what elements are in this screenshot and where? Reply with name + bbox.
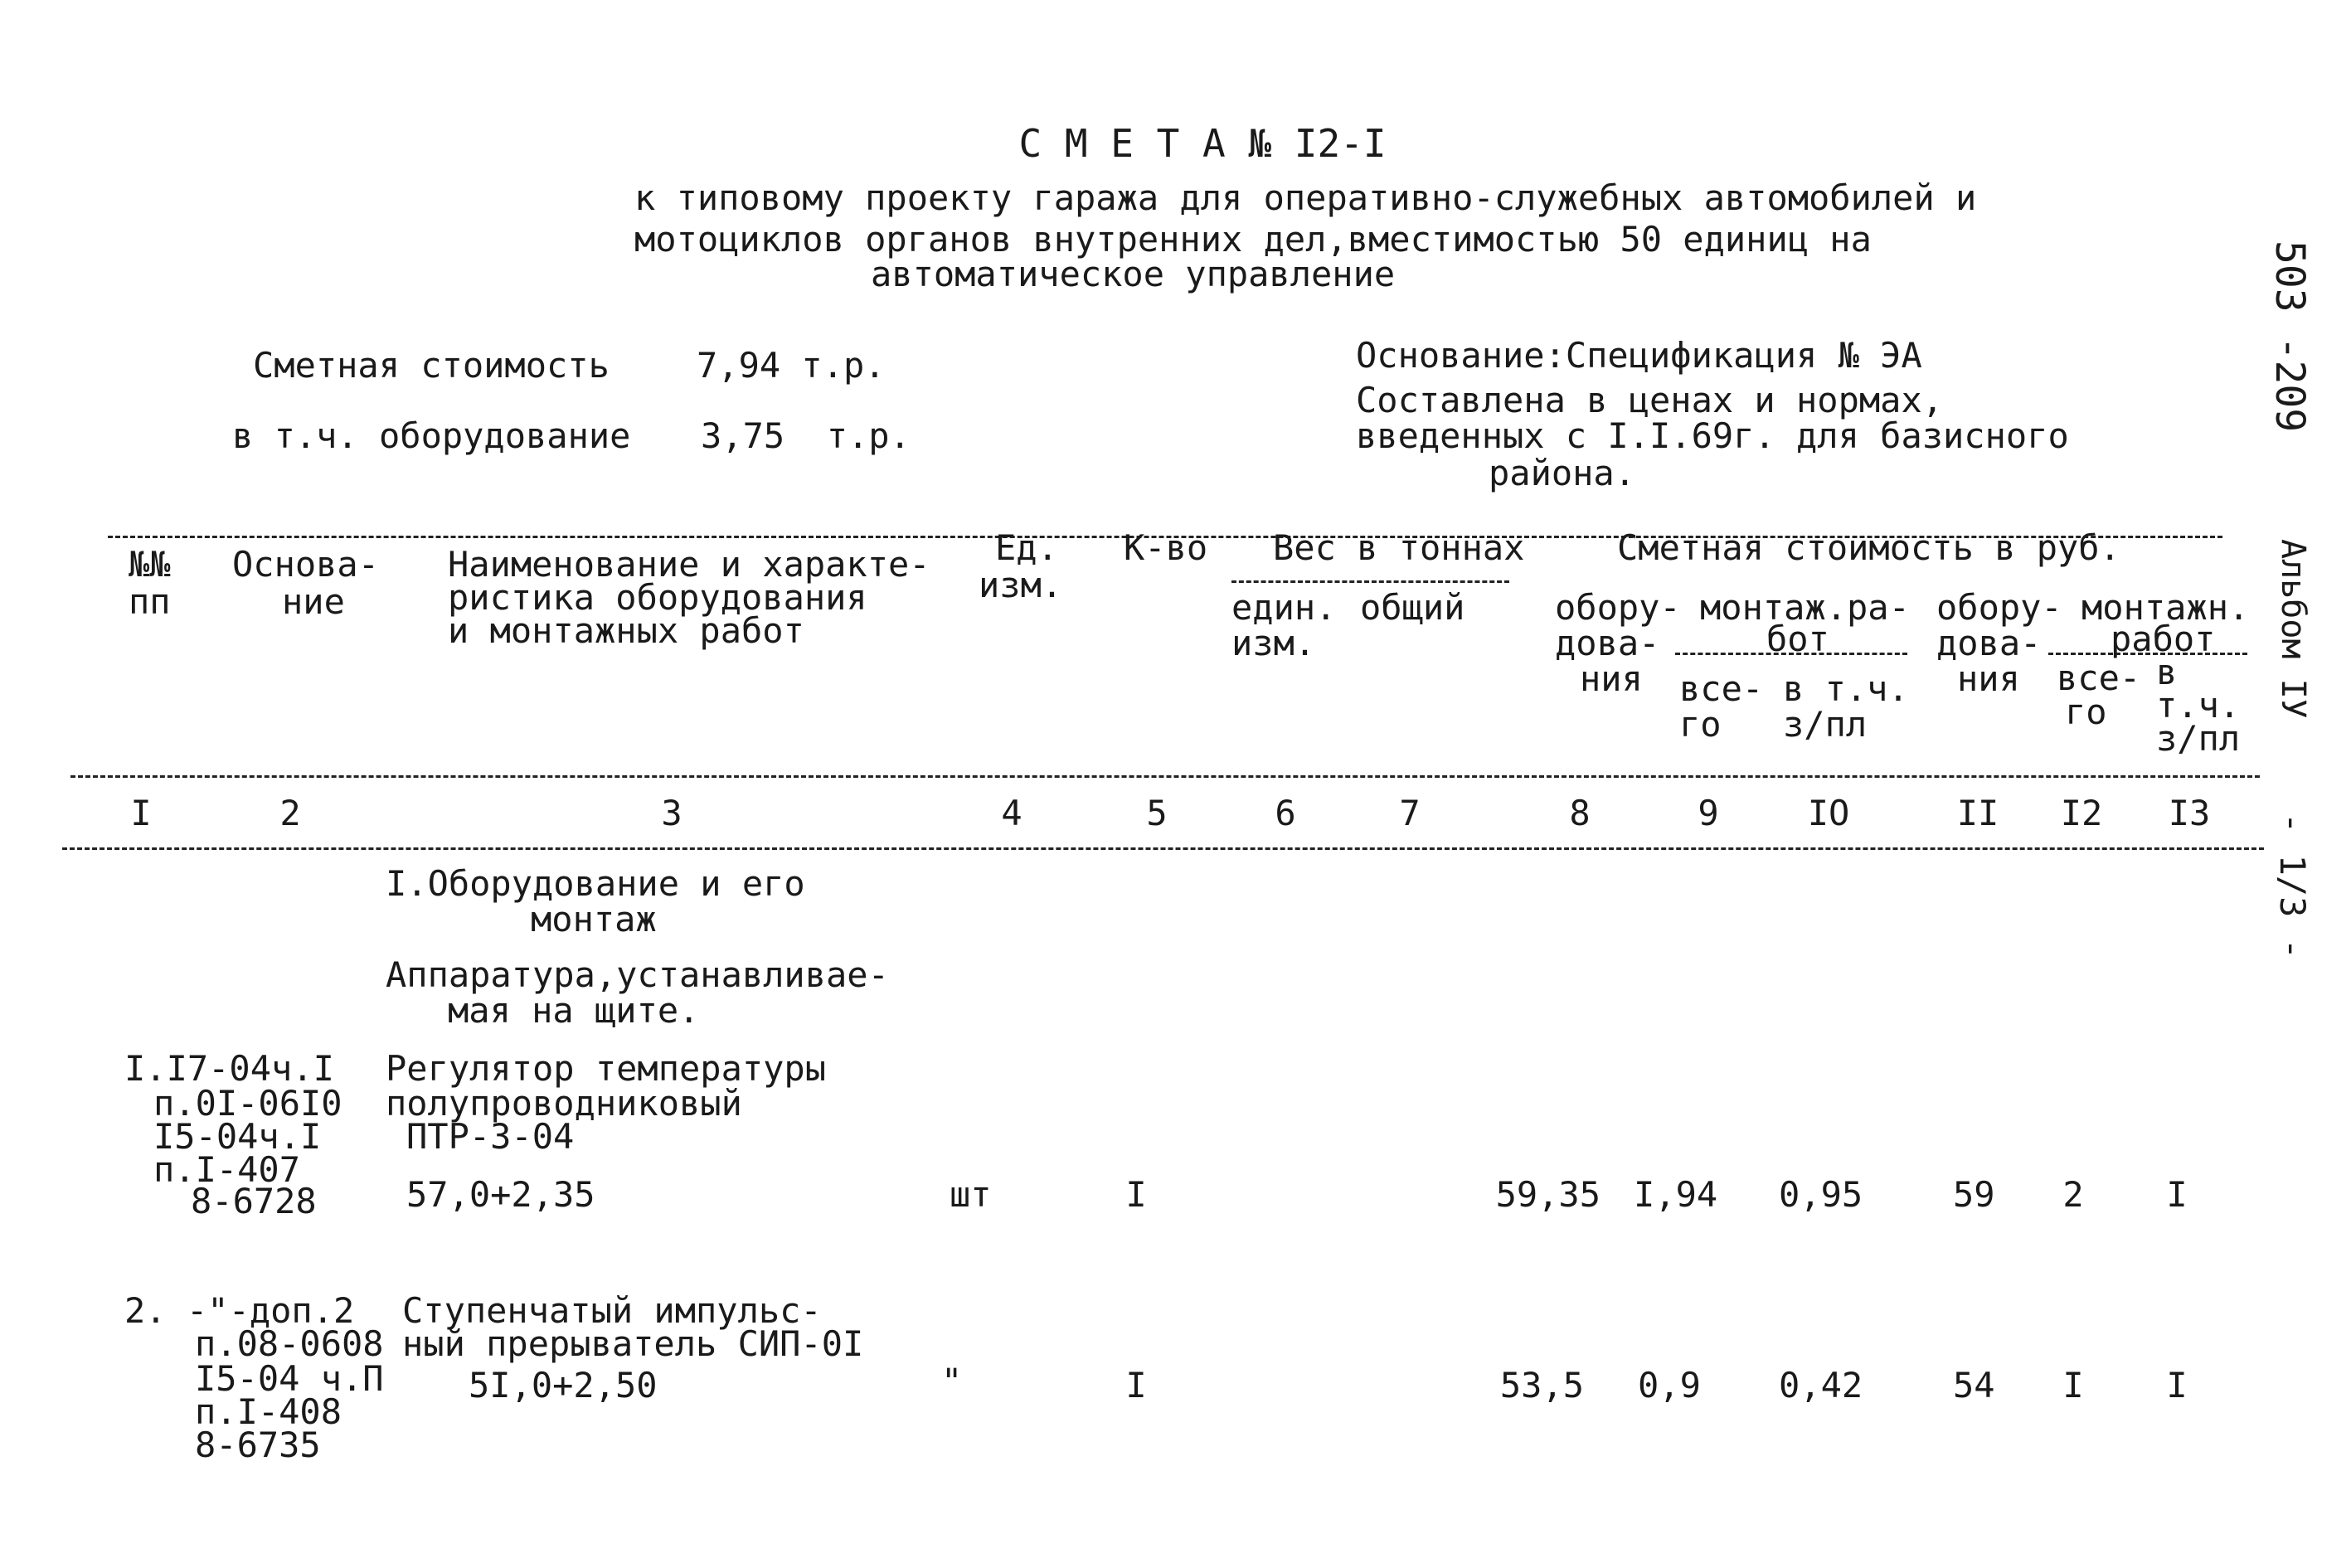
row-2-number: 2. (124, 1290, 167, 1331)
row-2-basis-1: -"-доп.2 (187, 1290, 355, 1331)
album-code: 503 -209 (2266, 240, 2313, 433)
header-equip-a-1: обору- (1555, 587, 1681, 628)
subsection-title-2: мая на щите. (448, 990, 700, 1031)
column-number: 2 (279, 793, 301, 833)
row-2-equip-rounded: 54 (1953, 1365, 1995, 1405)
header-mount-a-wage-1: в т.ч. (1783, 668, 1909, 709)
column-number: IO (1807, 793, 1850, 833)
column-number: 9 (1698, 793, 1719, 833)
row-2-unit: " (941, 1361, 963, 1401)
header-mount-b-total-2: го (2065, 692, 2107, 732)
header-mount-a-total-2: го (1679, 704, 1722, 745)
basis-line-3: введенных с I.I.69г. для базисного (1356, 415, 2069, 456)
weight-group-rule (1231, 580, 1509, 583)
header-equip-a-2: дова- (1555, 623, 1660, 663)
header-num-1: №№ (129, 544, 171, 585)
row-2-name-1: Ступенчатый импульс- (402, 1290, 822, 1331)
row-2-wage-rounded: I (2166, 1365, 2188, 1405)
column-number: I2 (2060, 793, 2103, 833)
header-name-3: и монтажных работ (448, 610, 804, 651)
basis-line-1: Основание:Спецификация № ЭА (1356, 335, 1922, 376)
header-mount-b-1: монтажн. (2081, 587, 2250, 628)
row-1-quantity: I (1125, 1174, 1147, 1215)
header-weight-total: общий (1360, 587, 1465, 628)
header-unit-2: изм. (979, 565, 1063, 605)
header-mount-b-wage-3: з/пл (2156, 718, 2241, 759)
estimated-cost-value: 7,94 т.р. (697, 345, 886, 386)
column-number: 4 (1001, 793, 1022, 833)
row-2-mount-wage: 0,42 (1779, 1365, 1863, 1405)
header-mount-b-wage-2: т.ч. (2156, 685, 2241, 726)
column-number: 8 (1569, 793, 1591, 833)
basis-line-2: Составлена в ценах и нормах, (1356, 380, 1944, 420)
album-label: Альбом IУ (2274, 539, 2312, 719)
equipment-cost-label: в т.ч. оборудование (232, 415, 631, 456)
header-mount-a-total-1: все- (1679, 668, 1764, 709)
column-number: I3 (2168, 793, 2211, 833)
header-quantity: К-во (1124, 527, 1208, 568)
section-title-1: I.Оборудование и его (386, 863, 805, 904)
row-2-basis-5: 8-6735 (195, 1425, 321, 1465)
column-number: 6 (1275, 793, 1296, 833)
header-basis-1: Основа- (232, 544, 380, 585)
header-cost-group: Сметная стоимость в руб. (1617, 527, 2120, 568)
header-mount-a-1: монтаж.ра- (1700, 587, 1910, 628)
row-1-basis-4: п.I-407 (153, 1149, 301, 1190)
header-weight-group: Вес в тоннах (1273, 527, 1525, 568)
document-title: С М Е Т А № I2-I (1018, 121, 1387, 166)
row-1-basis-3: I5-04ч.I (153, 1116, 322, 1157)
header-name-2: ристика оборудования (448, 577, 867, 618)
header-unit-1: Ед. (995, 527, 1058, 568)
header-num-2: пп (129, 581, 171, 622)
row-2-quantity: I (1125, 1365, 1147, 1405)
row-1-name-2: полупроводниковый (386, 1083, 742, 1124)
header-weight-unit-1: един. (1231, 587, 1337, 628)
equipment-cost-value: 3,75 т.р. (701, 415, 911, 456)
section-title-2: монтаж (531, 899, 657, 939)
row-2-mount-total: 0,9 (1638, 1365, 1701, 1405)
subtitle-line-1: к типовому проекту гаража для оперативно-служебных автомобилей и (634, 177, 1977, 218)
header-name-1: Наименование и характе- (448, 544, 930, 585)
header-equip-b-2: дова- (1936, 623, 2042, 663)
header-equip-b-1: обору- (1936, 587, 2062, 628)
row-1-basis-1: I.I7-04ч.I (124, 1048, 334, 1089)
row-1-name-1: Регулятор температуры (386, 1048, 827, 1089)
row-2-basis-3: I5-04 ч.П (195, 1358, 384, 1399)
header-bottom-rule (70, 775, 2260, 778)
row-1-basis-5: 8-6728 (191, 1181, 317, 1221)
subtitle-line-2: мотоциклов органов внутренних дел,вместимостью 50 единиц на (634, 219, 1872, 260)
column-number: 5 (1146, 793, 1168, 833)
row-1-equip-cost: 59,35 (1495, 1174, 1601, 1215)
header-mount-a-wage-2: з/пл (1783, 704, 1868, 745)
header-mount-b-total-1: все- (2057, 658, 2141, 698)
header-mount-b-wage-1: в (2156, 652, 2178, 692)
column-number: 3 (661, 793, 682, 833)
row-2-name-2: ный прерыватель СИП-0I (402, 1323, 864, 1364)
subtitle-line-3: автоматическое управление (871, 254, 1396, 294)
estimated-cost-label: Сметная стоимость (253, 345, 610, 386)
subsection-title-1: Аппаратура,устанавливае- (386, 954, 889, 995)
header-mount-b-2: работ (2111, 619, 2216, 659)
row-1-mount-wage: 0,95 (1779, 1174, 1863, 1215)
row-1-mount-rounded: 2 (2062, 1174, 2084, 1215)
row-1-name-3: ПТР-3-04 (406, 1116, 575, 1157)
row-1-unit: шт (950, 1174, 992, 1215)
row-2-equip-cost: 53,5 (1499, 1365, 1584, 1405)
header-equip-b-3: ния (1957, 658, 2020, 699)
column-numbers-rule (62, 847, 2264, 850)
row-1-wage-rounded: I (2166, 1174, 2188, 1215)
row-2-basis-4: п.I-408 (195, 1391, 342, 1432)
sheet-number: - 1/3 - (2272, 813, 2313, 960)
header-weight-unit-2: изм. (1231, 623, 1316, 663)
header-equip-a-3: ния (1580, 658, 1643, 699)
row-1-mount-total: I,94 (1634, 1174, 1718, 1215)
header-basis-2: ние (282, 581, 345, 622)
header-mount-a-2: бот (1766, 619, 1829, 659)
row-2-mount-rounded: I (2062, 1365, 2084, 1405)
row-1-equip-rounded: 59 (1953, 1174, 1995, 1215)
row-2-formula: 5I,0+2,50 (469, 1365, 658, 1405)
row-1-formula: 57,0+2,35 (406, 1174, 595, 1215)
row-2-basis-2: п.08-0608 (195, 1323, 384, 1364)
row-1-basis-2: п.0I-06I0 (153, 1083, 342, 1124)
column-number: 7 (1399, 793, 1421, 833)
column-number: I (130, 793, 152, 833)
basis-line-4: района. (1489, 453, 1636, 493)
column-number: II (1956, 793, 1999, 833)
